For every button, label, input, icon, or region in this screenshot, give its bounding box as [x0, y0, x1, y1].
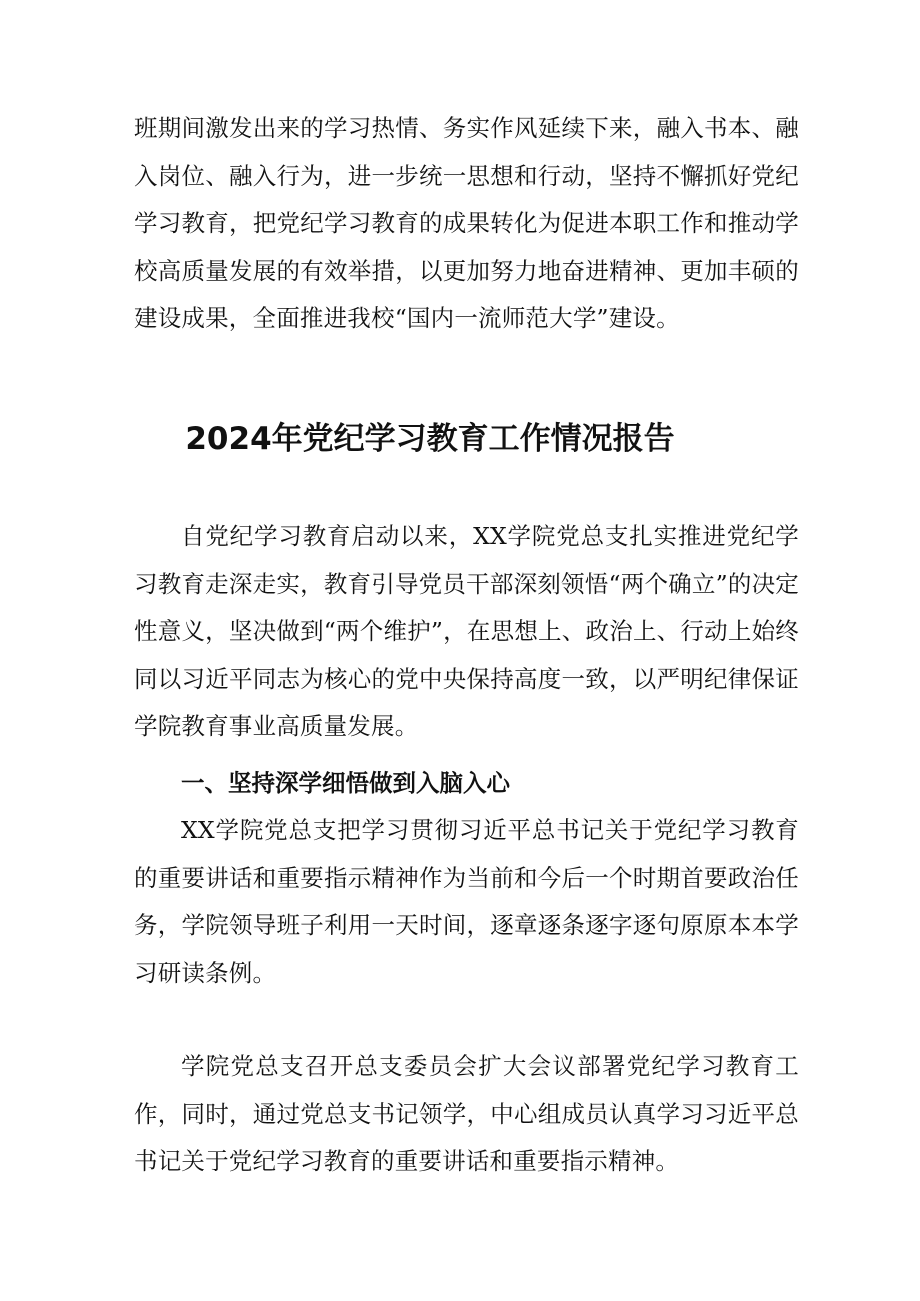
- intro-paragraph: 自党纪学习教育启动以来，XX学院党总支扎实推进党纪学习教育走深走实，教育引导党员干部深刻领悟“两个确立”的决定性意义，坚决做到“两个维护”，在思想上、政治上、行动上始终同以习近平同志为核心的党中央保持高度一致，以严明纪律保证学院教育事业高质量发展。: [134, 522, 799, 740]
- continuation-paragraph: 班期间激发出来的学习热情、务实作风延续下来，融入书本、融入岗位、融入行为，进一步统一思想和行动，坚持不懈抓好党纪学习教育，把党纪学习教育的成果转化为促进本职工作和推动学校高质量发展的有效举措，以更加努力地奋进精神、更加丰硕的建设成果，全面推进我校“国内一流师范大学”建设。: [134, 114, 799, 332]
- report-title: 2024年党纪学习教育工作情况报告: [185, 421, 675, 457]
- section1-paragraph-1: XX学院党总支把学习贯彻习近平总书记关于党纪学习教育的重要讲话和重要指示精神作为当前和今后一个时期首要政治任务，学院领导班子利用一天时间，逐章逐条逐字逐句原原本本学习研读条例。: [134, 816, 799, 987]
- section-heading-1: 一、坚持深学细悟做到入脑入心: [181, 769, 510, 797]
- section1-paragraph-2: 学院党总支召开总支委员会扩大会议部署党纪学习教育工作，同时，通过党总支书记领学，中心组成员认真学习习近平总书记关于党纪学习教育的重要讲话和重要指示精神。: [134, 1052, 799, 1175]
